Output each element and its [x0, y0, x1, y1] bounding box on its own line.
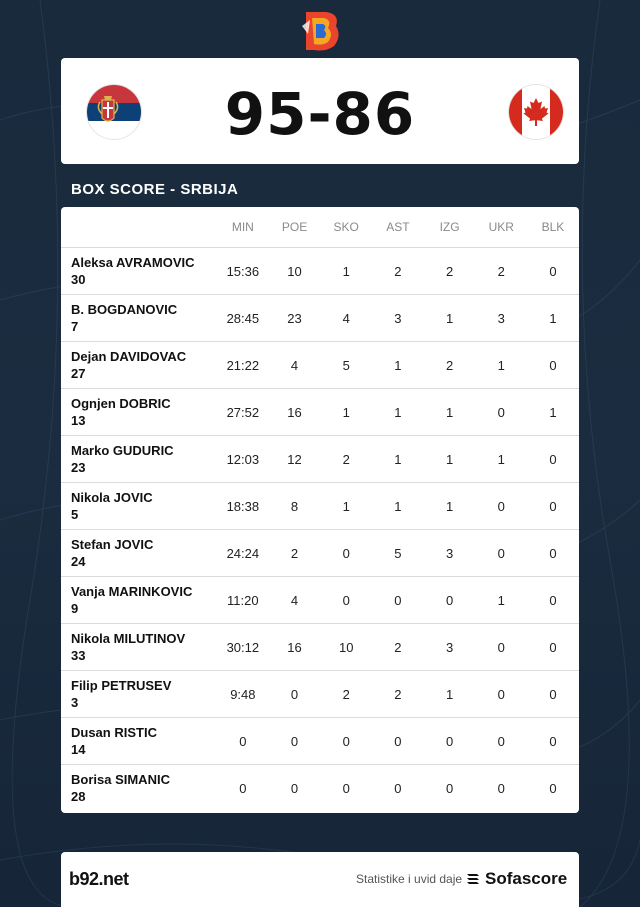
- stat-cell-blk: 0: [549, 686, 557, 702]
- table-row: [61, 482, 579, 529]
- header-sko: SKO: [333, 220, 359, 234]
- player-number: 30: [71, 272, 86, 287]
- stat-cell-min: 24:24: [226, 545, 260, 561]
- stat-cell-izg: 3: [445, 545, 454, 561]
- player-name: Nikola JOVIC: [71, 490, 153, 505]
- table-body: [61, 247, 579, 811]
- stat-cell-blk: 0: [549, 263, 557, 279]
- player-number: 24: [71, 554, 86, 569]
- stat-cell-sko: 5: [342, 357, 350, 373]
- stat-cell-min: 9:48: [230, 686, 256, 702]
- stat-cell-sko: 10: [338, 639, 354, 655]
- final-score: 95-86: [224, 80, 416, 148]
- stat-cell-ast: 2: [394, 686, 402, 702]
- stat-cell-poe: 16: [287, 404, 302, 420]
- stat-cell-min: 11:20: [227, 592, 259, 608]
- stat-cell-sko: 0: [342, 592, 350, 608]
- player-cell: [61, 442, 217, 476]
- stat-cell-izg: 1: [445, 310, 454, 326]
- stat-cell-blk: 0: [549, 545, 557, 561]
- stat-cell-blk: 0: [549, 357, 557, 373]
- stat-cell-ast: 1: [394, 404, 402, 420]
- header-ukr: UKR: [488, 220, 514, 234]
- stats-credit: Statistike i uvid daje: [356, 872, 463, 886]
- player-cell: [61, 395, 217, 429]
- table-row: [61, 435, 579, 482]
- table-row: [61, 623, 579, 670]
- stat-cell-izg: 1: [445, 451, 454, 467]
- sofascore-label: Sofascore: [485, 869, 568, 888]
- stat-cell-ast: 0: [394, 592, 402, 608]
- player-name: B. BOGDANOVIC: [71, 302, 178, 317]
- player-cell: [61, 301, 217, 335]
- stat-cell-ast: 0: [394, 733, 402, 749]
- stat-cell-poe: 2: [290, 545, 299, 561]
- stat-cell-ukr: 3: [497, 310, 505, 326]
- stat-cell-min: 12:03: [226, 451, 260, 467]
- player-cell: [61, 630, 217, 664]
- b92-logo: b92.net: [69, 869, 129, 889]
- stat-cell-poe: 0: [290, 733, 299, 749]
- stat-cell-ast: 0: [394, 780, 402, 796]
- table-row: [61, 576, 579, 623]
- stat-cell-izg: 2: [445, 263, 454, 279]
- player-number: 9: [71, 601, 79, 616]
- stat-cell-izg: 2: [445, 357, 454, 373]
- player-number: 23: [71, 460, 86, 475]
- player-cell: [61, 771, 217, 805]
- stat-cell-ast: 3: [394, 310, 402, 326]
- player-number: 14: [71, 742, 86, 757]
- player-cell: [61, 254, 217, 288]
- player-number: 5: [71, 507, 79, 522]
- score-card: [61, 58, 579, 164]
- stat-cell-poe: 4: [290, 592, 299, 608]
- stat-cell-sko: 1: [342, 263, 350, 279]
- player-cell: [61, 348, 217, 382]
- stat-cell-izg: 0: [445, 592, 454, 608]
- footer-bar: [61, 852, 579, 907]
- player-name: Stefan JOVIC: [71, 537, 154, 552]
- stat-cell-ast: 2: [394, 639, 402, 655]
- stat-cell-poe: 12: [287, 451, 302, 467]
- canada-flag-icon: [509, 85, 563, 139]
- stat-cell-ast: 1: [394, 357, 402, 373]
- section-title: BOX SCORE - SRBIJA: [71, 181, 239, 198]
- stat-cell-ukr: 0: [497, 733, 505, 749]
- table-row: [61, 247, 579, 294]
- stat-cell-izg: 0: [445, 733, 454, 749]
- player-name: Borisa SIMANIC: [71, 772, 170, 787]
- player-name: Dejan DAVIDOVAC: [71, 349, 187, 364]
- header-izg: IZG: [439, 220, 460, 234]
- table-row: [61, 670, 579, 717]
- stat-cell-ukr: 0: [497, 639, 505, 655]
- stat-cell-poe: 4: [290, 357, 299, 373]
- player-cell: [61, 724, 217, 758]
- player-name: Dusan RISTIC: [71, 725, 157, 740]
- stat-cell-blk: 0: [549, 498, 557, 514]
- stat-cell-poe: 16: [287, 639, 302, 655]
- stat-cell-izg: 3: [445, 639, 454, 655]
- stat-cell-ast: 1: [394, 451, 402, 467]
- stat-cell-poe: 8: [290, 498, 299, 514]
- stat-cell-ukr: 0: [497, 686, 505, 702]
- sofascore-logo: [465, 869, 567, 889]
- stat-cell-ukr: 0: [497, 780, 505, 796]
- stat-cell-blk: 0: [549, 733, 557, 749]
- stat-cell-ukr: 1: [497, 451, 505, 467]
- stat-cell-blk: 1: [549, 310, 557, 326]
- stat-cell-izg: 1: [445, 498, 454, 514]
- table-row: [61, 341, 579, 388]
- header-min: MIN: [231, 220, 254, 234]
- stat-cell-sko: 0: [342, 733, 350, 749]
- stat-cell-ukr: 0: [497, 404, 505, 420]
- stat-cell-min: 0: [239, 780, 247, 796]
- player-name: Aleksa AVRAMOVIC: [71, 255, 195, 270]
- player-name: Marko GUDURIC: [71, 443, 174, 458]
- player-number: 7: [71, 319, 79, 334]
- player-cell: [61, 536, 217, 570]
- stat-cell-sko: 4: [342, 310, 350, 326]
- table-row: [61, 717, 579, 764]
- stat-cell-poe: 23: [287, 310, 302, 326]
- player-name: Vanja MARINKOVIC: [71, 584, 193, 599]
- player-name: Filip PETRUSEV: [71, 678, 172, 693]
- stat-cell-izg: 1: [445, 404, 454, 420]
- stat-cell-min: 0: [239, 733, 247, 749]
- box-score-table: [61, 207, 579, 813]
- stat-cell-ukr: 1: [497, 357, 505, 373]
- player-name: Ognjen DOBRIC: [71, 396, 171, 411]
- stat-cell-sko: 1: [342, 404, 350, 420]
- player-number: 27: [71, 366, 86, 381]
- sofascore-icon: [465, 871, 481, 887]
- header-poe: POE: [281, 220, 308, 234]
- stat-cell-blk: 0: [549, 451, 557, 467]
- stat-cell-min: 27:52: [226, 404, 260, 420]
- player-name: Nikola MILUTINOV: [71, 631, 186, 646]
- player-number: 33: [71, 648, 86, 663]
- player-cell: [61, 489, 217, 523]
- stat-cell-izg: 0: [445, 780, 454, 796]
- stat-cell-sko: 2: [342, 686, 350, 702]
- stat-cell-blk: 1: [549, 404, 557, 420]
- header-blk: BLK: [541, 220, 565, 234]
- player-number: 3: [71, 695, 79, 710]
- stat-cell-min: 30:12: [226, 639, 260, 655]
- stat-cell-izg: 1: [445, 686, 454, 702]
- table-row: [61, 529, 579, 576]
- stat-cell-poe: 0: [290, 780, 299, 796]
- stat-cell-min: 15:36: [226, 263, 260, 279]
- stat-cell-ast: 5: [394, 545, 402, 561]
- stat-cell-sko: 1: [342, 498, 350, 514]
- stat-cell-blk: 0: [549, 639, 557, 655]
- stat-cell-poe: 0: [290, 686, 299, 702]
- stat-cell-blk: 0: [549, 780, 557, 796]
- table-row: [61, 388, 579, 435]
- table-row: [61, 294, 579, 341]
- stat-cell-sko: 0: [342, 545, 350, 561]
- player-cell: [61, 583, 217, 617]
- stat-cell-sko: 0: [342, 780, 350, 796]
- tournament-logo: [296, 6, 344, 54]
- table-row: [61, 764, 579, 811]
- stat-cell-ast: 2: [394, 263, 402, 279]
- stat-cell-min: 28:45: [226, 310, 260, 326]
- table-header: [61, 207, 579, 247]
- stat-cell-ukr: 0: [497, 498, 505, 514]
- stat-cell-min: 21:22: [226, 357, 260, 373]
- stat-cell-ukr: 0: [497, 545, 505, 561]
- stat-cell-ukr: 1: [497, 592, 505, 608]
- stat-cell-blk: 0: [549, 592, 557, 608]
- stat-cell-ast: 1: [394, 498, 402, 514]
- player-cell: [61, 677, 217, 711]
- player-number: 13: [71, 413, 86, 428]
- stat-cell-poe: 10: [287, 263, 302, 279]
- stat-cell-ukr: 2: [497, 263, 505, 279]
- stat-cell-sko: 2: [342, 451, 350, 467]
- header-ast: AST: [386, 220, 410, 234]
- stat-cell-min: 18:38: [226, 498, 260, 514]
- player-number: 28: [71, 789, 86, 804]
